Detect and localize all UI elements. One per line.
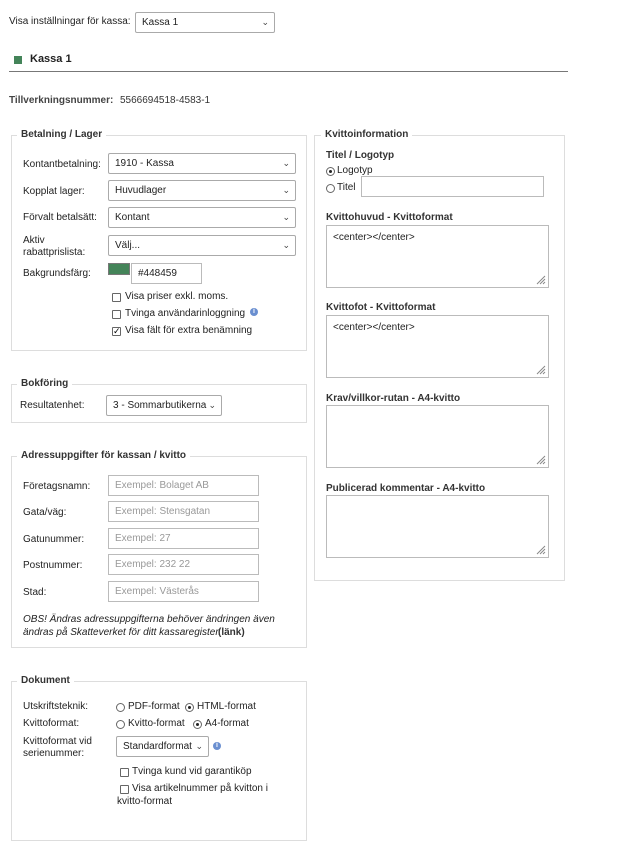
stock-label: Kopplat lager: (23, 186, 85, 197)
chevron-down-icon: ⌄ (282, 240, 290, 250)
accounting-legend: Bokföring (17, 378, 72, 389)
bg-color-input[interactable]: #448459 (131, 263, 202, 284)
pdf-radio-label: PDF-format (128, 701, 180, 712)
document-legend: Dokument (17, 675, 74, 686)
default-pay-select-value: Kontant (115, 212, 150, 223)
kassa-select-value: Kassa 1 (142, 17, 179, 28)
kvitto-radio[interactable] (116, 720, 125, 729)
receipt-format-label: Kvittoformat: (23, 718, 80, 729)
resize-grip-icon[interactable] (534, 453, 546, 465)
show-article-number-label-line2: kvitto-format (117, 796, 173, 807)
skatteverket-link[interactable]: (länk) (218, 627, 245, 638)
receipt-footer-textarea[interactable] (326, 315, 549, 378)
unit-select[interactable] (106, 395, 222, 416)
cash-label: Kontantbetalning: (23, 159, 101, 170)
html-radio-label: HTML-format (197, 701, 256, 712)
title-input[interactable] (361, 176, 544, 197)
show-article-number-checkbox[interactable] (120, 785, 129, 794)
serial-value: 5566694518-4583-1 (120, 95, 211, 106)
stock-select[interactable] (108, 180, 296, 201)
section-divider (9, 71, 568, 72)
resize-grip-icon[interactable] (534, 543, 546, 555)
street-number-label: Gatunummer: (23, 534, 85, 545)
force-customer-checkbox[interactable] (120, 768, 129, 777)
cash-select[interactable] (108, 153, 296, 174)
exkl-moms-checkbox[interactable] (112, 293, 121, 302)
receipt-header-textarea[interactable] (326, 225, 549, 288)
postal-code-input[interactable]: Exempel: 232 22 (108, 554, 259, 575)
city-input[interactable]: Exempel: Västerås (108, 581, 259, 602)
comment-heading: Publicerad kommentar - A4-kvitto (326, 483, 486, 494)
discount-select-value: Välj... (115, 240, 141, 251)
company-input[interactable]: Exempel: Bolaget AB (108, 475, 259, 496)
default-pay-select[interactable] (108, 207, 296, 228)
force-login-checkbox[interactable] (112, 310, 121, 319)
title-logo-heading: Titel / Logotyp (326, 150, 395, 161)
receipt-header-value: <center></center> (333, 232, 415, 243)
receipt-footer-heading: Kvittofot - Kvittoformat (326, 302, 436, 313)
stock-select-value: Huvudlager (115, 185, 167, 196)
address-legend: Adressuppgifter för kassan / kvitto (17, 450, 190, 461)
unit-select-value: 3 - Sommarbutikerna (113, 400, 207, 411)
show-article-number-label-line1: Visa artikelnummer på kvitton i (132, 783, 268, 794)
exkl-moms-label: Visa priser exkl. moms. (125, 291, 229, 302)
force-customer-label: Tvinga kund vid garantiköp (132, 766, 252, 777)
serial-format-label-line1: Kvittoformat vid (23, 736, 92, 747)
payment-legend: Betalning / Lager (17, 129, 106, 140)
comment-textarea[interactable] (326, 495, 549, 558)
discount-label-line2: rabattprislista: (23, 247, 86, 258)
postal-code-label: Postnummer: (23, 560, 83, 571)
logo-radio-label: Logotyp (337, 165, 373, 176)
show-settings-label: Visa inställningar för kassa: (9, 16, 131, 27)
chevron-down-icon: ⌄ (282, 158, 290, 168)
chevron-down-icon: ⌄ (282, 212, 290, 222)
receipt-footer-value: <center></center> (333, 322, 415, 333)
kassa-select[interactable] (135, 12, 275, 33)
bg-color-swatch[interactable] (108, 263, 130, 275)
city-label: Stad: (23, 587, 47, 598)
resize-grip-icon[interactable] (534, 273, 546, 285)
chevron-down-icon: ⌄ (208, 400, 216, 410)
pdf-radio[interactable] (116, 703, 125, 712)
street-number-input[interactable]: Exempel: 27 (108, 528, 259, 549)
bg-label: Bakgrundsfärg: (23, 268, 91, 279)
default-pay-label: Förvalt betalsätt: (23, 212, 97, 223)
terms-textarea[interactable] (326, 405, 549, 468)
logo-radio[interactable] (326, 167, 335, 176)
info-icon[interactable]: i (213, 742, 221, 750)
terms-heading: Krav/villkor-rutan - A4-kvitto (326, 393, 461, 404)
serial-label: Tillverkningsnummer: (9, 95, 114, 106)
serial-format-select-value: Standardformat (123, 741, 192, 752)
title-radio[interactable] (326, 184, 335, 193)
receipt-header-heading: Kvittohuvud - Kvittoformat (326, 212, 453, 223)
discount-label-line1: Aktiv (23, 235, 45, 246)
info-icon[interactable]: i (250, 308, 258, 316)
address-note-line2: ändras på Skatteverket för ditt kassaregister. (23, 627, 222, 638)
serial-format-label-line2: serienummer: (23, 748, 85, 759)
html-radio[interactable] (185, 703, 194, 712)
print-label: Utskriftsteknik: (23, 701, 89, 712)
extra-name-checkbox[interactable]: ✓ (113, 326, 121, 336)
title-radio-label: Titel (337, 182, 356, 193)
unit-label: Resultatenhet: (20, 400, 85, 411)
street-input[interactable]: Exempel: Stensgatan (108, 501, 259, 522)
chevron-down-icon: ⌄ (282, 185, 290, 195)
receipt-legend: Kvittoinformation (321, 129, 412, 140)
company-label: Företagsnamn: (23, 481, 91, 492)
a4-radio-label: A4-format (205, 718, 249, 729)
chevron-down-icon: ⌄ (195, 741, 203, 751)
cash-select-value: 1910 - Kassa (115, 158, 174, 169)
section-title: Kassa 1 (30, 53, 72, 65)
chevron-down-icon: ⌄ (261, 17, 269, 27)
kvitto-radio-label: Kvitto-format (128, 718, 185, 729)
extra-name-label: Visa fält för extra benämning (125, 325, 253, 336)
resize-grip-icon[interactable] (534, 363, 546, 375)
street-label: Gata/väg: (23, 507, 67, 518)
address-note-line1: OBS! Ändras adressuppgifterna behöver ändringen även (23, 614, 275, 625)
discount-select[interactable] (108, 235, 296, 256)
section-marker-icon (14, 56, 22, 64)
a4-radio[interactable] (193, 720, 202, 729)
serial-format-select[interactable] (116, 736, 209, 757)
force-login-label: Tvinga användarinloggning (125, 308, 246, 319)
